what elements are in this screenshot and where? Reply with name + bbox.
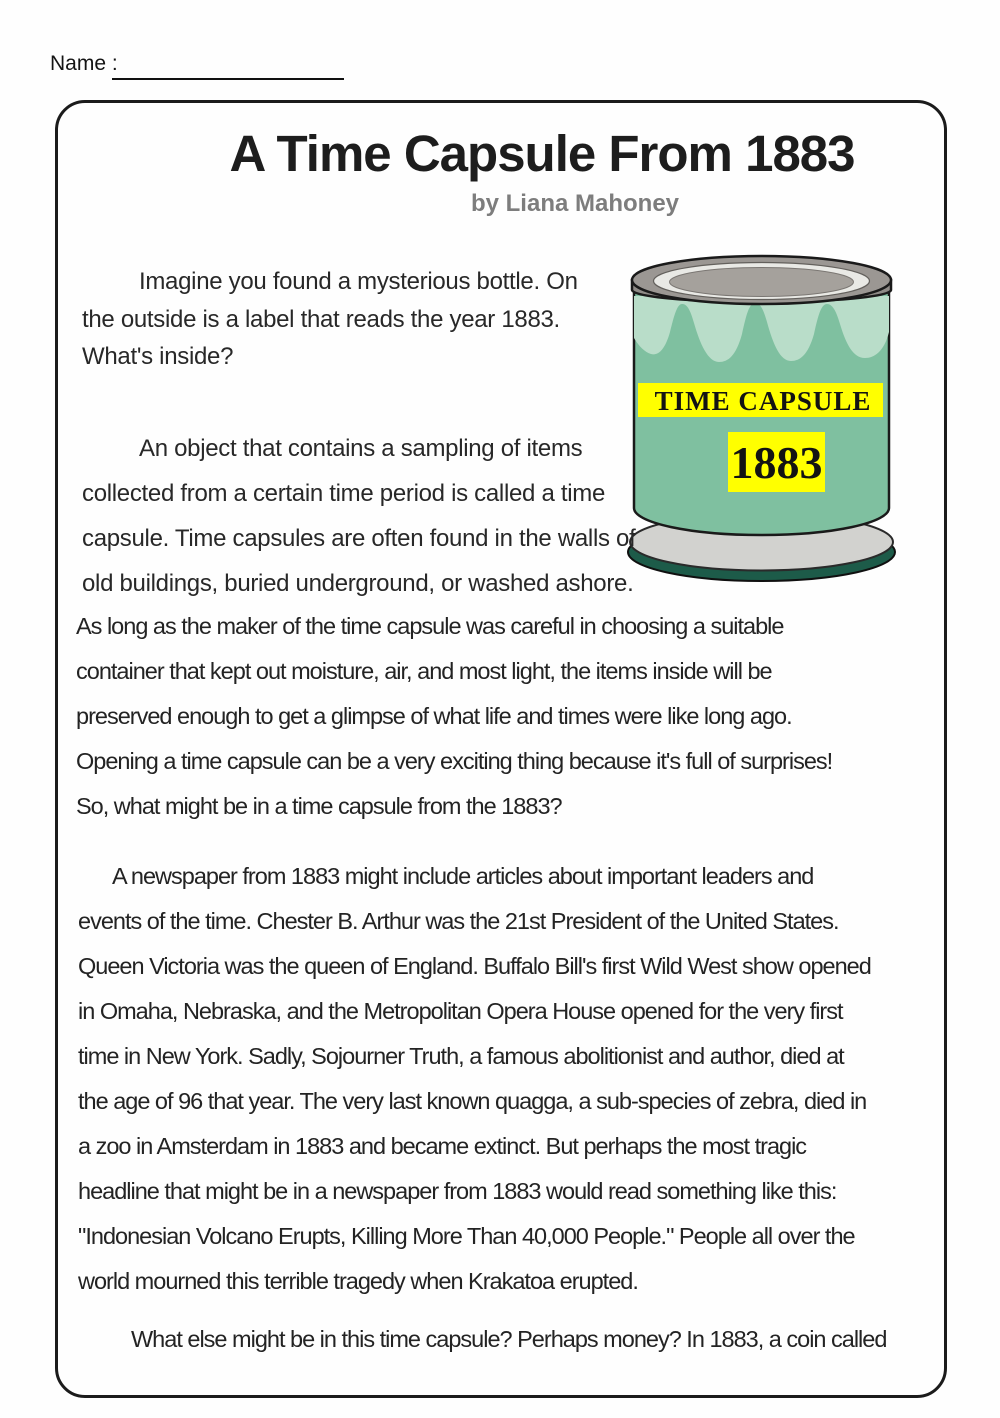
- passage-line: What else might be in this time capsule? Perhaps money? In 1883, a coin called: [131, 1326, 887, 1352]
- passage-line: What's inside?: [82, 343, 234, 370]
- passage-line: a zoo in Amsterdam in 1883 and became extinct. But perhaps the most tragic: [78, 1133, 807, 1159]
- passage-line: Imagine you found a mysterious bottle. On: [139, 268, 578, 295]
- name-blank-line[interactable]: [112, 42, 344, 80]
- passage-line: As long as the maker of the time capsule was careful in choosing a suitable: [76, 613, 784, 639]
- can-year-label: 1883: [730, 437, 823, 488]
- passage-line: container that kept out moisture, air, and most light, the items inside will be: [76, 658, 772, 684]
- passage-line: capsule. Time capsules are often found in the walls of: [82, 525, 636, 552]
- can-band-label: TIME CAPSULE: [654, 386, 872, 416]
- passage-line: world mourned this terrible tragedy when Krakatoa erupted.: [78, 1268, 638, 1294]
- paragraph-2-continued: [76, 604, 832, 829]
- passage-line: the outside is a label that reads the year 1883.: [82, 305, 560, 333]
- passage-line: events of the time. Chester B. Arthur was the 21st President of the United States.: [78, 908, 839, 934]
- paragraph-4: [78, 1317, 886, 1362]
- paragraph-3: [78, 854, 871, 1304]
- passage-line: the age of 96 that year. The very last known quagga, a sub-species of zebra, died in: [78, 1088, 867, 1114]
- passage-title: A Time Capsule From 1883: [229, 125, 855, 182]
- passage-line: An object that contains a sampling of items: [139, 435, 583, 462]
- passage-line: Opening a time capsule can be a very exciting thing because it's full of surprises!: [76, 748, 833, 774]
- name-label: Name :: [50, 52, 118, 75]
- passage-line: collected from a certain time period is called a time: [82, 480, 605, 507]
- passage-line: time in New York. Sadly, Sojourner Truth, a famous abolitionist and author, died at: [78, 1043, 844, 1069]
- paragraph-2: [82, 426, 635, 606]
- passage-line: So, what might be in a time capsule from the 1883?: [76, 793, 562, 819]
- passage-line: in Omaha, Nebraska, and the Metropolitan Opera House opened for the very first: [78, 998, 843, 1024]
- paragraph-1: [82, 263, 578, 376]
- passage-line: old buildings, buried underground, or washed ashore.: [82, 570, 634, 597]
- time-capsule-can-illustration: [620, 252, 900, 586]
- passage-line: "Indonesian Volcano Erupts, Killing More Than 40,000 People." People all over the: [78, 1223, 855, 1249]
- can-lid-inner: [670, 268, 854, 297]
- passage-line: preserved enough to get a glimpse of what life and times were like long ago.: [76, 703, 792, 729]
- passage-byline: by Liana Mahoney: [470, 190, 680, 217]
- passage-line: headline that might be in a newspaper from 1883 would read something like this:: [78, 1178, 837, 1204]
- passage-line: Queen Victoria was the queen of England. Buffalo Bill's first Wild West show opened: [78, 953, 871, 979]
- passage-line: A newspaper from 1883 might include articles about important leaders and: [112, 863, 814, 889]
